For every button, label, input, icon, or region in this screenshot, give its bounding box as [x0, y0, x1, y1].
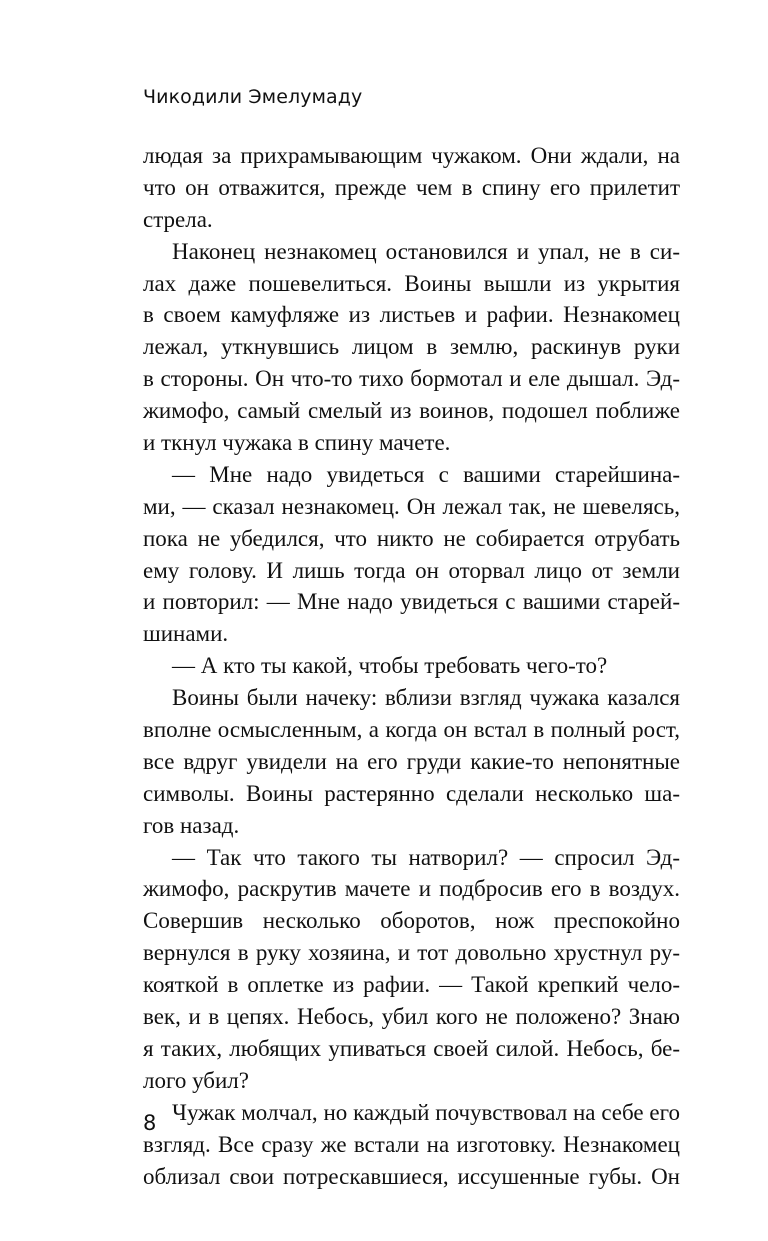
text-line: кояткой в оплетке из рафии. — Такой крепкий чело-: [143, 972, 680, 998]
text-line: и ткнул чужака в спину мачете.: [143, 430, 451, 456]
text-line: лого убил?: [143, 1067, 249, 1093]
text-line: жимофо, самый смелый из воинов, подошел поближе: [143, 398, 680, 424]
text-line: лах даже пошевелиться. Воины вышли из укрытия: [143, 270, 680, 296]
text-line: шинами.: [143, 621, 229, 647]
text-line: пока не убедился, что никто не собирается отрубать: [143, 525, 680, 551]
text-line: я таких, любящих упиваться своей силой. Небось, бе-: [143, 1035, 680, 1061]
text-line: гов назад.: [143, 812, 240, 838]
body-text: [143, 140, 680, 1192]
page-number: 8: [143, 1111, 157, 1135]
text-line: жимофо, раскрутив мачете и подбросив его в воздух.: [143, 876, 680, 902]
text-line: — А кто ты какой, чтобы требовать чего-то?: [172, 653, 608, 679]
text-line: вполне осмысленным, а когда он встал в полный рост,: [143, 717, 680, 743]
text-line: — Мне надо увидеться с вашими старейшина-: [172, 461, 680, 487]
text-line: ему голову. И лишь тогда он оторвал лицо от земли: [143, 557, 680, 583]
text-line: символы. Воины растерянно сделали несколько ша-: [143, 780, 680, 806]
text-line: все вдруг увидели на его груди какие-то непонятные: [143, 748, 680, 774]
running-head-author: Чикодили Эмелумаду: [143, 86, 363, 108]
text-line: в стороны. Он что-то тихо бормотал и еле дышал. Эд-: [143, 366, 680, 392]
text-line: — Так что такого ты натворил? — спросил Эд-: [172, 844, 680, 870]
text-line: и повторил: — Мне надо увидеться с вашими старей-: [143, 589, 680, 615]
text-line: людая за прихрамывающим чужаком. Они ждали, на: [143, 143, 680, 168]
text-line: лежал, уткнувшись лицом в землю, раскинув руки: [143, 334, 680, 360]
text-line: в своем камуфляже из листьев и рафии. Незнакомец: [143, 302, 680, 328]
text-line: что он отважится, прежде чем в спину его прилетит: [143, 174, 680, 200]
text-line: стрела.: [143, 206, 213, 232]
text-line: Наконец незнакомец остановился и упал, не в си-: [172, 238, 680, 264]
text-line: вернулся в руку хозяина, и тот довольно хрустнул ру-: [143, 940, 680, 966]
text-line: взгляд. Все сразу же встали на изготовку. Незнакомец: [143, 1131, 680, 1157]
text-line: ми, — сказал незнакомец. Он лежал так, не шевелясь,: [143, 493, 680, 519]
text-line: век, и в цепях. Небось, убил кого не положено? Знаю: [143, 1004, 680, 1030]
text-line: Совершив несколько оборотов, нож преспокойно: [143, 908, 680, 934]
text-line: облизал свои потрескавшиеся, иссушенные губы. Он: [143, 1163, 680, 1189]
text-line: Воины были начеку: вблизи взгляд чужака казался: [172, 685, 680, 711]
text-line: Чужак молчал, но каждый почувствовал на себе его: [172, 1099, 680, 1125]
